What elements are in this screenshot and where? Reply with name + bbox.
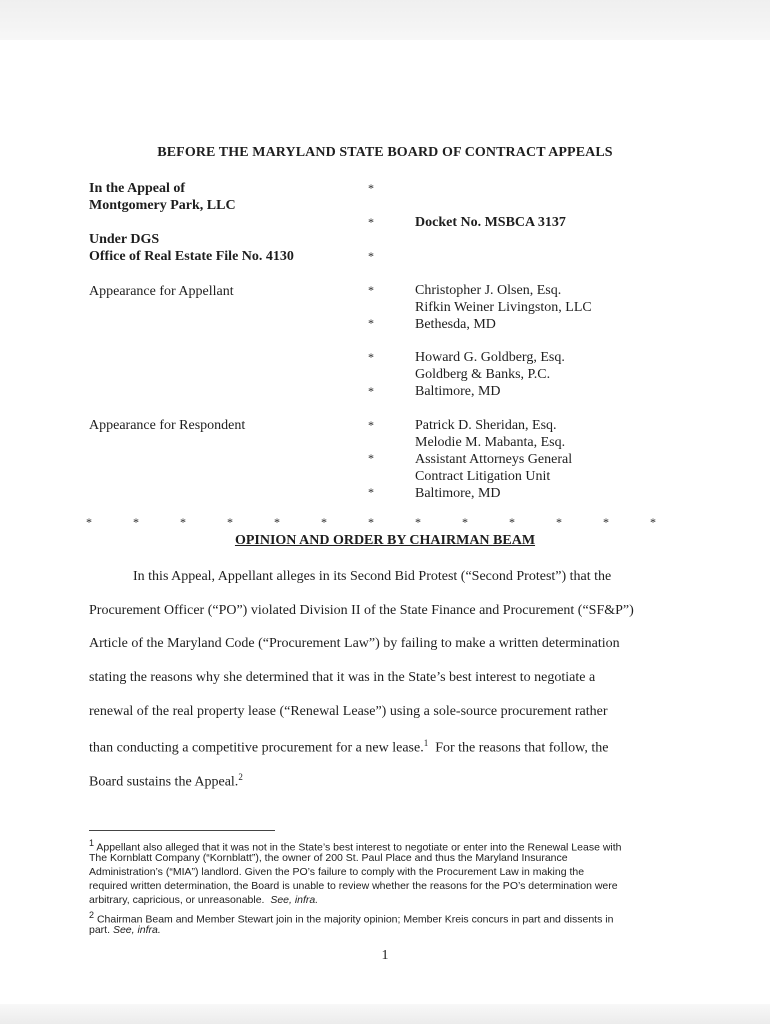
footnote-mark: 1	[89, 838, 95, 848]
divider-star: *	[368, 515, 374, 529]
counsel-line: Patrick D. Sheridan, Esq.	[415, 418, 557, 433]
docket-number: Docket No. MSBCA 3137	[415, 215, 566, 230]
respondent-appearance-label: Appearance for Respondent	[89, 418, 246, 433]
divider-star: *	[133, 515, 139, 529]
caption-star: *	[368, 485, 374, 499]
caption-star: *	[368, 215, 374, 229]
divider-star: *	[227, 515, 233, 529]
footnote-text: part.	[89, 924, 111, 936]
under-line-1: Under DGS	[89, 232, 160, 247]
counsel-line: Baltimore, MD	[415, 486, 501, 501]
divider-star: *	[509, 515, 515, 529]
body-line	[89, 772, 243, 791]
counsel-line: Howard G. Goldberg, Esq.	[415, 350, 565, 365]
caption-star: *	[368, 249, 374, 263]
body-line: In this Appeal, Appellant alleges in its Second Bid Protest (“Second Protest”) that the	[133, 569, 612, 584]
divider-star: *	[462, 515, 468, 529]
footnote-ref-2[interactable]: 2	[238, 772, 243, 782]
counsel-line: Goldberg & Banks, P.C.	[415, 367, 551, 382]
counsel-line: Bethesda, MD	[415, 317, 496, 332]
star-divider	[86, 515, 656, 530]
footnote-mark: 2	[89, 910, 95, 920]
appellant-appearance-label: Appearance for Appellant	[89, 284, 234, 299]
page-heading: BEFORE THE MARYLAND STATE BOARD OF CONTRACT APPEALS	[157, 145, 613, 160]
appeal-line-2: Montgomery Park, LLC	[89, 198, 236, 213]
counsel-line: Rifkin Weiner Livingston, LLC	[415, 300, 592, 315]
body-line: Procurement Officer (“PO”) violated Division II of the State Finance and Procurement (“SF&P”)	[89, 603, 634, 618]
divider-star: *	[321, 515, 327, 529]
body-line: stating the reasons why she determined that it was in the State’s best interest to negotiate a	[89, 670, 596, 685]
divider-star: *	[556, 515, 562, 529]
caption-star: *	[368, 451, 374, 465]
caption-star: *	[368, 181, 374, 195]
footnote-1-line: The Kornblatt Company (“Kornblatt”), the owner of 200 St. Paul Place and thus the Maryland Insurance	[89, 852, 568, 864]
divider-star: *	[180, 515, 186, 529]
footnote-1-line: Administration’s (“MIA”) landlord. Given the PO’s failure to comply with the Procurement Law in making the	[89, 866, 585, 878]
footnote-1-line	[89, 894, 318, 906]
caption-star: *	[368, 384, 374, 398]
caption-star: *	[368, 418, 374, 432]
footnote-2-line	[89, 910, 613, 926]
body-text: Board sustains the Appeal.	[89, 774, 239, 790]
divider-star: *	[603, 515, 609, 529]
body-line: Article of the Maryland Code (“Procurement Law”) by failing to make a written determination	[89, 636, 620, 651]
caption-star: *	[368, 350, 374, 364]
footnote-citation: See, infra.	[270, 894, 319, 906]
counsel-line: Christopher J. Olsen, Esq.	[415, 283, 562, 298]
caption-star: *	[368, 316, 374, 330]
footnote-ref-1[interactable]: 1	[423, 738, 429, 748]
body-line	[89, 738, 608, 757]
counsel-line: Contract Litigation Unit	[415, 469, 551, 484]
footnote-text: Chairman Beam and Member Stewart join in the majority opinion; Member Kreis concurs in part and dissents in	[96, 913, 614, 926]
divider-star: *	[415, 515, 421, 529]
counsel-line: Assistant Attorneys General	[415, 452, 573, 467]
counsel-line: Melodie M. Mabanta, Esq.	[415, 435, 566, 450]
footnote-2-line	[89, 924, 161, 936]
footnote-rule	[89, 830, 275, 831]
opinion-title: OPINION AND ORDER BY CHAIRMAN BEAM	[234, 533, 536, 548]
footnote-text: Appellant also alleged that it was not in the State’s best interest to negotiate or enter into the Renewal Lease with	[96, 841, 622, 854]
caption-star: *	[368, 283, 374, 297]
page-number: 1	[381, 948, 389, 963]
footnote-1-line: required written determination, the Board is unable to review whether the reasons for the PO’s determination were	[89, 880, 618, 892]
body-line: renewal of the real property lease (“Renewal Lease”) using a sole-source procurement rather	[89, 704, 608, 719]
divider-star: *	[650, 515, 656, 529]
body-text: For the reasons that follow, the	[435, 740, 609, 756]
footnote-text: arbitrary, capricious, or unreasonable.	[89, 894, 265, 906]
divider-star: *	[86, 515, 92, 529]
appeal-line-1: In the Appeal of	[89, 181, 186, 196]
counsel-line: Baltimore, MD	[415, 384, 501, 399]
under-line-2: Office of Real Estate File No. 4130	[89, 249, 294, 264]
body-text: than conducting a competitive procurement for a new lease.	[89, 740, 424, 756]
footnote-citation: See, infra.	[112, 924, 161, 936]
divider-star: *	[274, 515, 280, 529]
